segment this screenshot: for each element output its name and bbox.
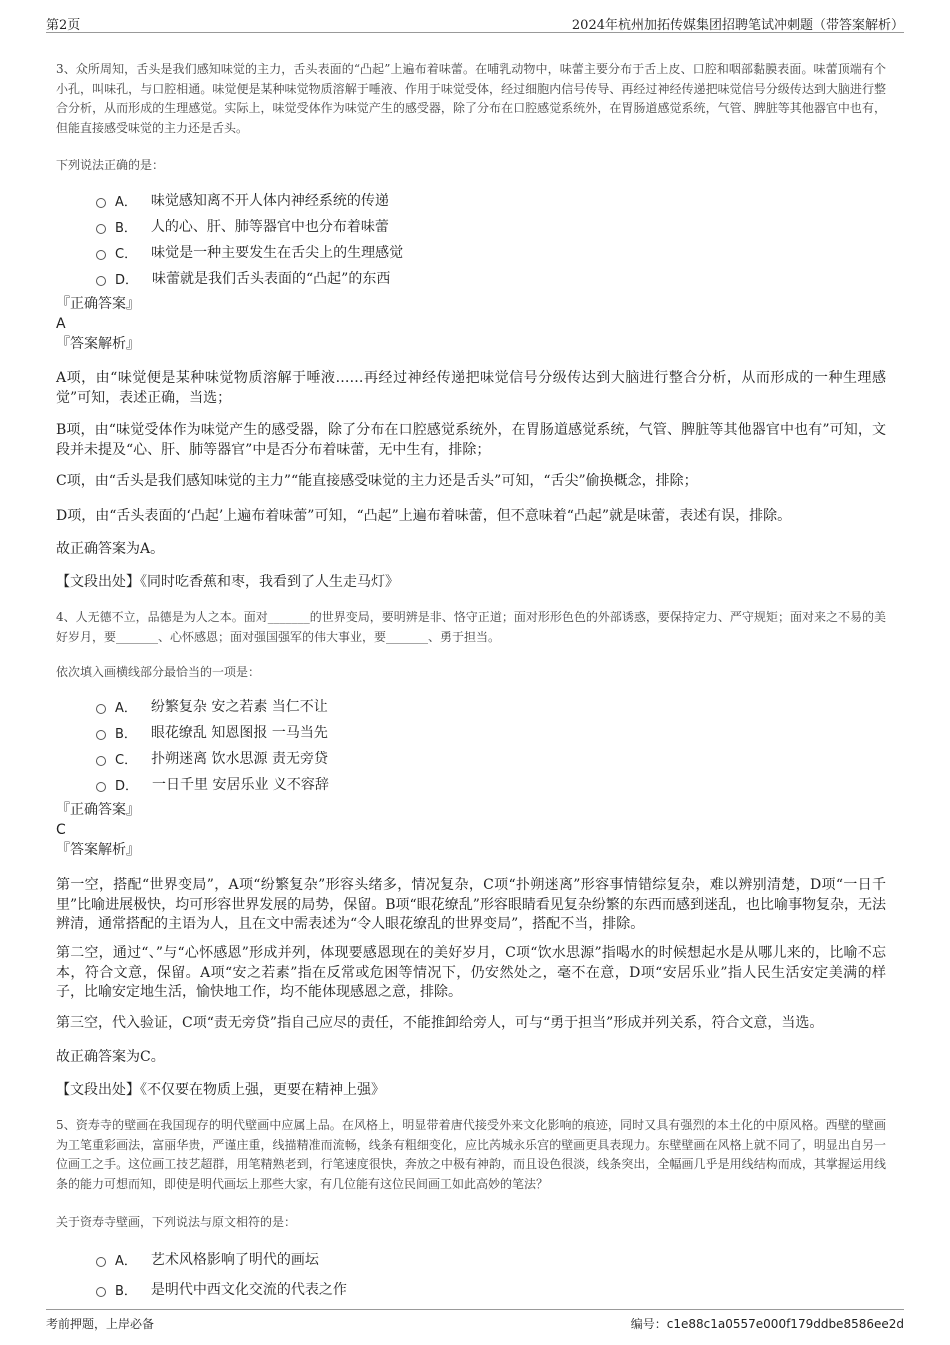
q3-analysis-label: 『答案解析』 bbox=[56, 336, 140, 352]
q5-passage: 5、资寿寺的壁画在我国现存的明代壁画中应属上品。在风格上，明显带着唐代接受外来文化影响的痕迹，同时又具有强烈的本土化的中原风格。西壁的壁画为工笔重彩画法，富丽华贵，严谨庄重，线描精准而流畅，线条有粗细变化，应比芮城永乐宫的壁画更具表现力。东壁壁画在风格上就不同了，明显出自另一位画工之手。这位画工技艺超群，用笔精熟老到，行笔速度很快，奔放之中极有神韵，而且设色很淡，线条突出，全幅画几乎是用线结构而成，其掌握运用线条的能力可想而知，即使是明代画坛上那些大家，有几位能有这位民间画工如此高妙的笔法？ bbox=[56, 1118, 886, 1191]
q4-conclusion: 故正确答案为C。 bbox=[56, 1049, 165, 1065]
q4-option-a[interactable]: A． 纷繁复杂 安之若素 当仁不让 bbox=[96, 693, 926, 719]
q4-prompt: 依次填入画横线部分最恰当的一项是： bbox=[56, 665, 261, 679]
q3-option-a[interactable]: A． 味觉感知离不开人体内神经系统的传递 bbox=[96, 187, 926, 213]
q4-passage: 4、人无德不立，品德是为人之本。面对_______的世界变局，要明辨是非、恪守正道；面对形形色色的外部诱惑，要保持定力、严守规矩；面对来之不易的美好岁月，要_______、心怀感恩；面对强国强军的伟大事业，要_______、勇于担当。 bbox=[56, 610, 886, 644]
q3-passage: 3、众所周知，舌头是我们感知味觉的主力，舌头表面的“凸起”上遍布着味蕾。在哺乳动物中，味蕾主要分布于舌上皮、口腔和咽部黏膜表面。味蕾顶端有个小孔，叫味孔，与口腔相通。味觉便是某种味觉物质溶解于唾液、作用于味觉受体，经过细胞内信号传导、再经过神经传递把味觉信号分级传达到大脑进行整合分析，从而形成的生理感觉。实际上，味觉受体作为味觉产生的感受器，除了分布在口腔感觉系统外，在胃肠道感觉系统，气管、脾脏等其他器官中也有，但能直接感受味觉的主力还是舌头。 bbox=[56, 62, 886, 135]
q3-analysis-a: A项，由“味觉便是某种味觉物质溶解于唾液……再经过神经传递把味觉信号分级传达到大脑进行整合分析，从而形成的一种生理感觉”可知，表述正确，当选； bbox=[56, 370, 886, 406]
q3-conclusion: 故正确答案为A。 bbox=[56, 541, 165, 557]
q4-option-b[interactable]: B． 眼花缭乱 知恩图报 一马当先 bbox=[96, 719, 926, 745]
q3-analysis-d: D项，由“舌头表面的‘凸起’上遍布着味蕾”可知，“凸起”上遍布着味蕾，但不意味着“凸起”就是味蕾，表述有误，排除。 bbox=[56, 508, 792, 524]
page-header bbox=[46, 10, 904, 33]
page-number: 第2页 bbox=[46, 18, 81, 33]
q3-source: 【文段出处】《同时吃香蕉和枣，我看到了人生走马灯》 bbox=[56, 574, 399, 590]
q4-answer-label: 『正确答案』 bbox=[56, 802, 140, 818]
q5-options bbox=[96, 1244, 926, 1304]
q4-option-c[interactable]: C． 扑朔迷离 饮水思源 责无旁贷 bbox=[96, 745, 926, 771]
q3-options bbox=[96, 187, 926, 291]
q3-option-b[interactable]: B． 人的心、肝、肺等器官中也分布着味蕾 bbox=[96, 213, 926, 239]
radio-icon[interactable] bbox=[96, 1257, 106, 1267]
page-footer bbox=[46, 1309, 904, 1334]
radio-icon[interactable] bbox=[96, 224, 106, 234]
q3-option-c[interactable]: C． 味觉是一种主要发生在舌尖上的生理感觉 bbox=[96, 239, 926, 265]
q3-analysis-b: B项，由“味觉受体作为味觉产生的感受器，除了分布在口腔感觉系统外，在胃肠道感觉系统，气管、脾脏等其他器官中也有”可知，文段并未提及“心、肝、肺等器官”中是否分布着味蕾，无中生有，排除； bbox=[56, 422, 886, 458]
radio-icon[interactable] bbox=[96, 756, 106, 766]
code-value: c1e88c1a0557e000f179ddbe8586ee2d bbox=[666, 1317, 904, 1331]
q4-options bbox=[96, 693, 926, 797]
radio-icon[interactable] bbox=[96, 782, 106, 792]
footer-slogan: 考前押题，上岸必备 bbox=[46, 1317, 155, 1331]
radio-icon[interactable] bbox=[96, 276, 106, 286]
q4-analysis-2: 第二空，通过“、”与“心怀感恩”形成并列，体现要感恩现在的美好岁月，C项“饮水思源”指喝水的时候想起水是从哪儿来的，比喻不忘本，符合文意，保留。A项“安之若素”指在反常或危困等情况下，仍安然处之，毫不在意，D项“安居乐业”指人民生活安定美满的样子，比喻安定地生活，愉快地工作，均不能体现感恩之意，排除。 bbox=[56, 945, 886, 1000]
q4-analysis-label: 『答案解析』 bbox=[56, 842, 140, 858]
q4-analysis-1: 第一空，搭配“世界变局”，A项“纷繁复杂”形容头绪多，情况复杂，C项“扑朔迷离”形容事情错综复杂，难以辨别清楚，D项“一日千里”比喻进展极快，均可形容世界发展的局势，保留。B项“眼花缭乱”形容眼睛看见复杂纷繁的东西而感到迷乱，也比喻事物复杂，无法辨清，通常搭配的主语为人，且在文中需表述为“令人眼花缭乱的世界变局”，搭配不当，排除。 bbox=[56, 877, 886, 932]
q3-prompt: 下列说法正确的是： bbox=[56, 158, 165, 172]
q3-answer-label: 『正确答案』 bbox=[56, 296, 140, 312]
q3-analysis-c: C项，由“舌头是我们感知味觉的主力”“能直接感受味觉的主力还是舌头”可知，“舌尖”偷换概念，排除； bbox=[56, 473, 698, 489]
q3-option-d[interactable]: D． 味蕾就是我们舌头表面的“凸起”的东西 bbox=[96, 265, 926, 291]
q4-analysis-3: 第三空，代入验证，C项“责无旁贷”指自己应尽的责任，不能推卸给旁人，可与“勇于担当”形成并列关系，符合文意，当选。 bbox=[56, 1015, 824, 1031]
q5-prompt: 关于资寿寺壁画，下列说法与原文相符的是： bbox=[56, 1215, 297, 1229]
q4-answer: C bbox=[56, 822, 66, 838]
radio-icon[interactable] bbox=[96, 730, 106, 740]
q5-option-b[interactable]: B． 是明代中西文化交流的代表之作 bbox=[96, 1274, 926, 1304]
q3-answer: A bbox=[56, 316, 66, 332]
radio-icon[interactable] bbox=[96, 250, 106, 260]
radio-icon[interactable] bbox=[96, 198, 106, 208]
document-title: 2024年杭州加拓传媒集团招聘笔试冲刺题（带答案解析） bbox=[571, 18, 904, 33]
q4-source: 【文段出处】《不仅要在物质上强，更要在精神上强》 bbox=[56, 1082, 385, 1098]
radio-icon[interactable] bbox=[96, 704, 106, 714]
code-label: 编号： bbox=[630, 1317, 667, 1331]
q5-option-a[interactable]: A． 艺术风格影响了明代的画坛 bbox=[96, 1244, 926, 1274]
q4-option-d[interactable]: D． 一日千里 安居乐业 义不容辞 bbox=[96, 771, 926, 797]
document-code bbox=[631, 1315, 904, 1332]
radio-icon[interactable] bbox=[96, 1287, 106, 1297]
